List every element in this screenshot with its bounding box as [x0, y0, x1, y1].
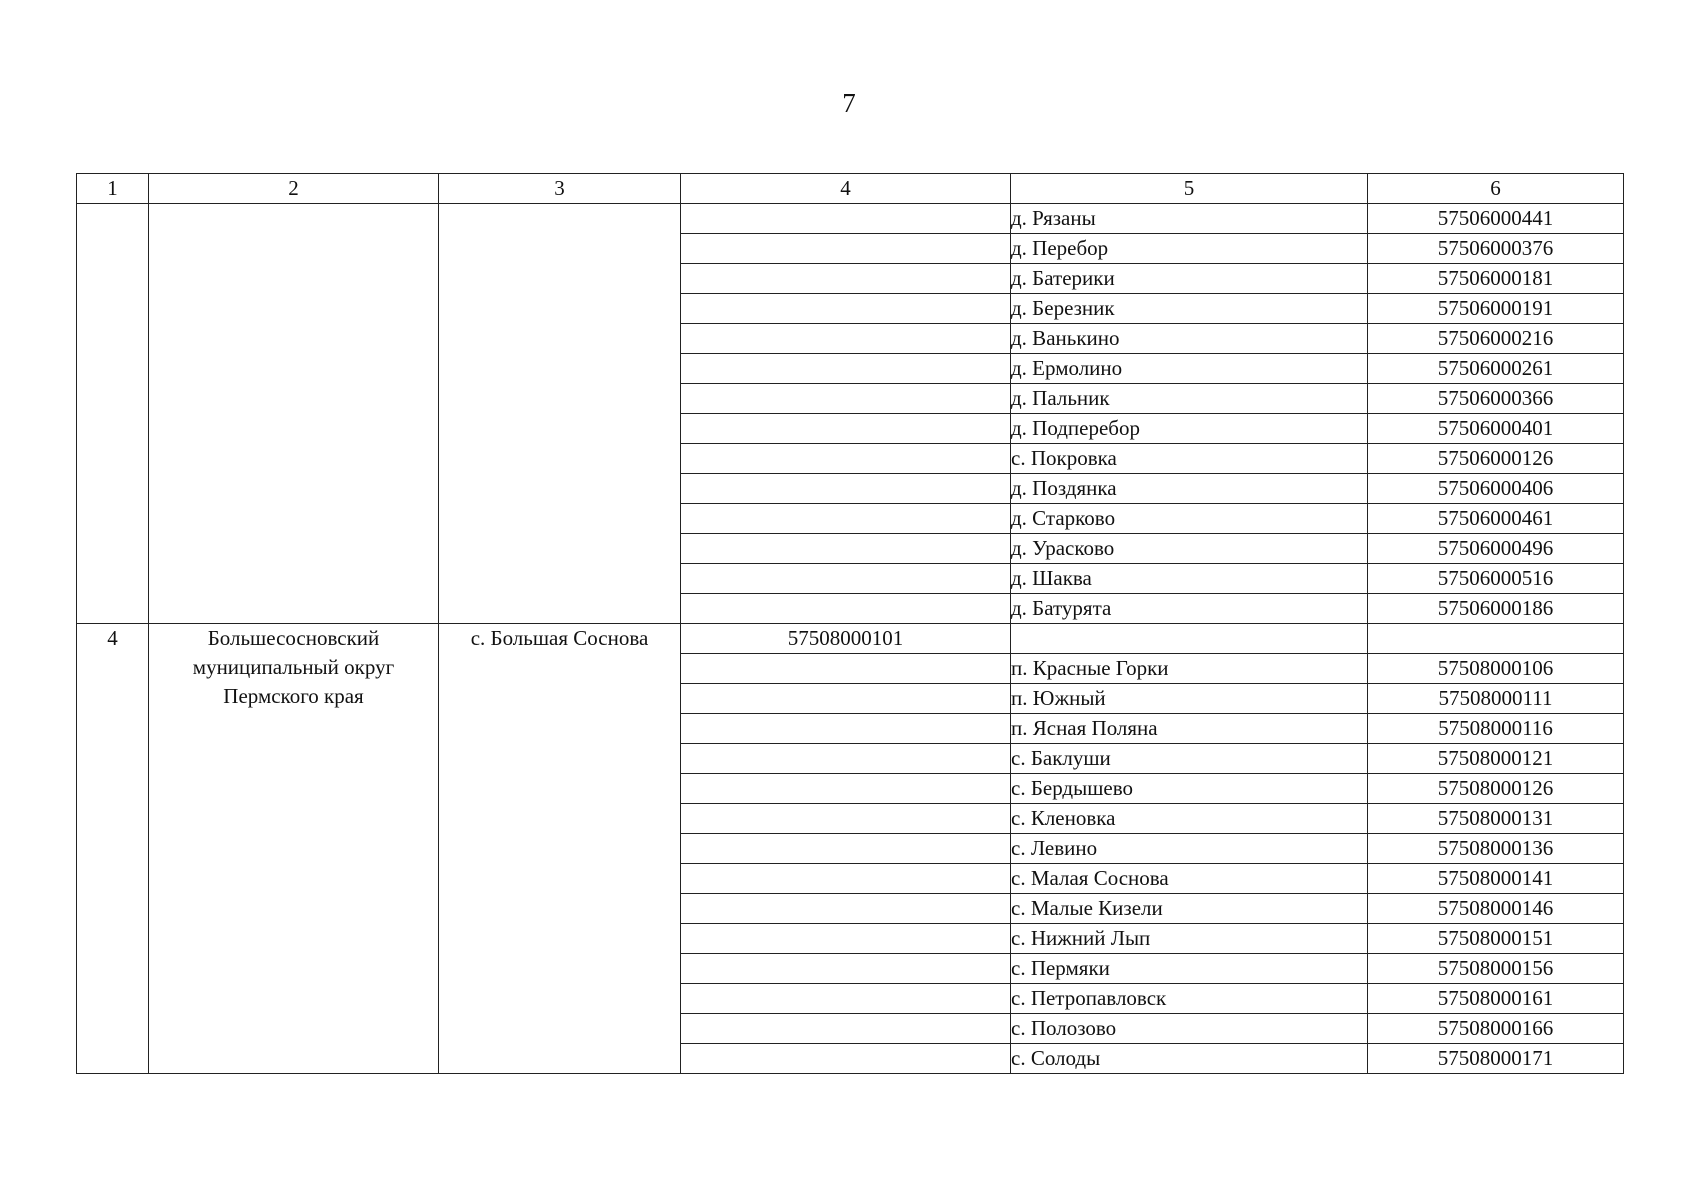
settlement-name: с. Полозово: [1011, 1014, 1368, 1044]
settlement-code: 57506000461: [1368, 504, 1624, 534]
settlement-name: д. Батерики: [1011, 264, 1368, 294]
settlement-code: 57506000496: [1368, 534, 1624, 564]
center-code-cell: [681, 774, 1011, 804]
settlement-code: 57508000166: [1368, 1014, 1624, 1044]
settlement-code: 57506000181: [1368, 264, 1624, 294]
settlement-code: 57508000126: [1368, 774, 1624, 804]
center-code-cell: [681, 294, 1011, 324]
center-cell: [439, 204, 681, 624]
settlement-name: д. Батурята: [1011, 594, 1368, 624]
center-code-cell: [681, 1014, 1011, 1044]
center-code-cell: 57508000101: [681, 624, 1011, 654]
settlement-name: д. Перебор: [1011, 234, 1368, 264]
column-number-row: [77, 174, 1624, 204]
center-code-cell: [681, 354, 1011, 384]
number-cell: 4: [77, 624, 149, 1074]
settlement-code: [1368, 624, 1624, 654]
settlement-name: д. Шаква: [1011, 564, 1368, 594]
settlement-code: 57508000141: [1368, 864, 1624, 894]
settlement-code: 57508000171: [1368, 1044, 1624, 1074]
settlement-code: 57508000161: [1368, 984, 1624, 1014]
settlement-code: 57506000191: [1368, 294, 1624, 324]
center-code-cell: [681, 534, 1011, 564]
center-code-cell: [681, 714, 1011, 744]
number-cell: [77, 204, 149, 624]
center-code-cell: [681, 564, 1011, 594]
center-code-cell: [681, 924, 1011, 954]
settlement-name: д. Урасково: [1011, 534, 1368, 564]
settlement-code: 57508000136: [1368, 834, 1624, 864]
center-code-cell: [681, 234, 1011, 264]
center-code-cell: [681, 684, 1011, 714]
municipality-cell: [149, 204, 439, 624]
page-number: 7: [842, 88, 856, 118]
settlement-code: 57506000376: [1368, 234, 1624, 264]
settlement-name: с. Пермяки: [1011, 954, 1368, 984]
settlement-code: 57508000131: [1368, 804, 1624, 834]
settlement-name: д. Рязаны: [1011, 204, 1368, 234]
settlement-code: 57508000106: [1368, 654, 1624, 684]
settlement-code: 57508000116: [1368, 714, 1624, 744]
settlement-name: с. Петропавловск: [1011, 984, 1368, 1014]
center-code-cell: [681, 504, 1011, 534]
center-code-cell: [681, 594, 1011, 624]
column-header: 3: [439, 174, 681, 204]
center-code-cell: [681, 744, 1011, 774]
center-code-cell: [681, 384, 1011, 414]
center-code-cell: [681, 804, 1011, 834]
column-header: 5: [1011, 174, 1368, 204]
settlement-code: 57506000516: [1368, 564, 1624, 594]
center-code-cell: [681, 204, 1011, 234]
settlement-name: д. Подперебор: [1011, 414, 1368, 444]
settlement-name: д. Ермолино: [1011, 354, 1368, 384]
settlement-code: 57506000401: [1368, 414, 1624, 444]
center-code-cell: [681, 954, 1011, 984]
settlements-table: [76, 173, 1624, 1074]
table-row: [77, 204, 1624, 234]
settlement-name: д. Поздянка: [1011, 474, 1368, 504]
table-row: [77, 624, 1624, 654]
center-code-cell: [681, 834, 1011, 864]
settlement-name: [1011, 624, 1368, 654]
settlement-code: 57506000216: [1368, 324, 1624, 354]
settlement-name: д. Пальник: [1011, 384, 1368, 414]
settlement-code: 57506000441: [1368, 204, 1624, 234]
column-header: 6: [1368, 174, 1624, 204]
column-header: 2: [149, 174, 439, 204]
settlement-name: д. Ванькино: [1011, 324, 1368, 354]
center-code-cell: [681, 864, 1011, 894]
settlement-name: с. Бердышево: [1011, 774, 1368, 804]
settlement-name: с. Кленовка: [1011, 804, 1368, 834]
center-code-cell: [681, 894, 1011, 924]
settlement-name: д. Старково: [1011, 504, 1368, 534]
center-code-cell: [681, 654, 1011, 684]
settlement-name: с. Левино: [1011, 834, 1368, 864]
center-code-cell: [681, 414, 1011, 444]
settlement-name: п. Южный: [1011, 684, 1368, 714]
settlement-code: 57508000146: [1368, 894, 1624, 924]
settlement-name: с. Малые Кизели: [1011, 894, 1368, 924]
settlement-name: п. Ясная Поляна: [1011, 714, 1368, 744]
settlement-code: 57508000151: [1368, 924, 1624, 954]
center-code-cell: [681, 474, 1011, 504]
settlement-code: 57506000406: [1368, 474, 1624, 504]
settlement-code: 57508000121: [1368, 744, 1624, 774]
settlement-name: с. Покровка: [1011, 444, 1368, 474]
settlement-code: 57506000366: [1368, 384, 1624, 414]
center-cell: с. Большая Соснова: [439, 624, 681, 1074]
center-code-cell: [681, 1044, 1011, 1074]
settlement-code: 57506000186: [1368, 594, 1624, 624]
center-code-cell: [681, 984, 1011, 1014]
settlement-name: с. Баклуши: [1011, 744, 1368, 774]
settlement-name: п. Красные Горки: [1011, 654, 1368, 684]
settlement-name: с. Нижний Лып: [1011, 924, 1368, 954]
settlement-code: 57506000261: [1368, 354, 1624, 384]
column-header: 1: [77, 174, 149, 204]
center-code-cell: [681, 324, 1011, 354]
settlement-name: с. Малая Соснова: [1011, 864, 1368, 894]
settlement-name: д. Березник: [1011, 294, 1368, 324]
settlement-code: 57508000156: [1368, 954, 1624, 984]
column-header: 4: [681, 174, 1011, 204]
center-code-cell: [681, 444, 1011, 474]
settlement-name: с. Солоды: [1011, 1044, 1368, 1074]
settlement-code: 57506000126: [1368, 444, 1624, 474]
settlement-code: 57508000111: [1368, 684, 1624, 714]
municipality-cell: Большесосновский муниципальный округ Пермского края: [149, 624, 439, 1074]
center-code-cell: [681, 264, 1011, 294]
